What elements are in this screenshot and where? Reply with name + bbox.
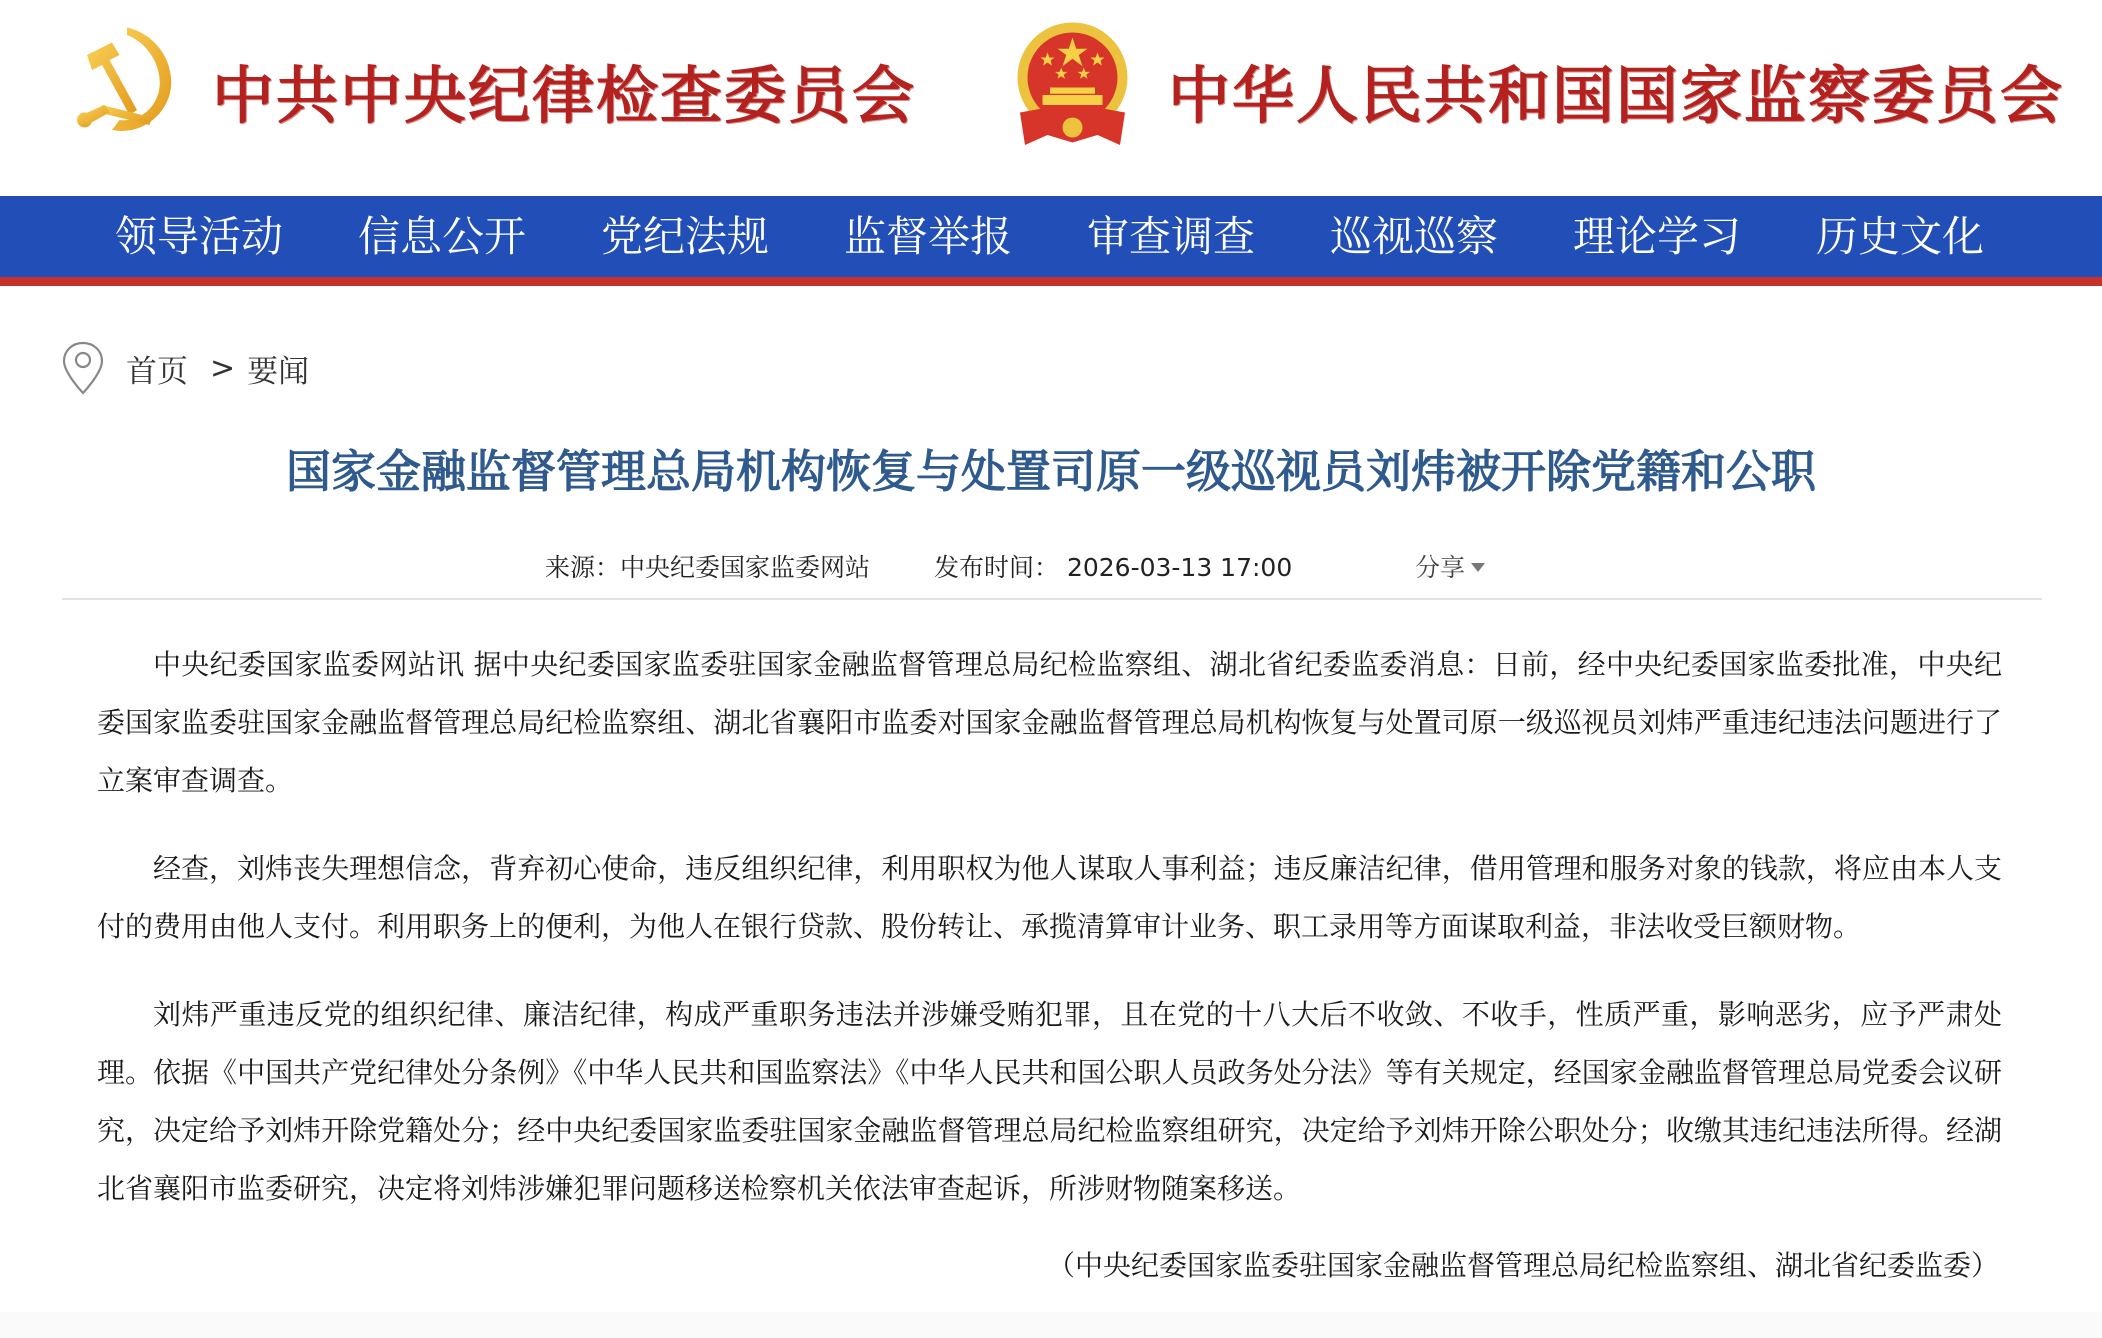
nav-red-stripe xyxy=(0,277,2102,286)
article-signature: （中央纪委国家监委驻国家金融监督管理总局纪检监察组、湖北省纪委监委） xyxy=(1046,1249,1999,1282)
article-paragraph: 经查，刘炜丧失理想信念，背弃初心使命，违反组织纪律，利用职权为他人谋取人事利益；违反廉洁纪律，借用管理和服务对象的钱款，将应由本人支付的费用由他人支付。利用职务上的便利，为他人在银行贷款、股份转让、承揽清算审计业务、职工录用等方面谋取利益，非法收受巨额财物。 xyxy=(97,852,2002,943)
nav-item-regulations[interactable]: 党纪法规 xyxy=(601,212,770,261)
article-body xyxy=(97,636,2002,1248)
share-label: 分享 xyxy=(1415,553,1466,582)
meta-divider xyxy=(62,598,2042,600)
site-header xyxy=(0,0,2102,196)
page-bottom xyxy=(0,1312,2102,1338)
breadcrumb xyxy=(60,340,309,396)
caret-down-icon xyxy=(1471,563,1485,572)
article-meta xyxy=(0,548,2102,588)
article-paragraph: 刘炜严重违反党的组织纪律、廉洁纪律，构成严重职务违法并涉嫌受贿犯罪，且在党的十八大后不收敛、不收手，性质严重，影响恶劣，应予严肃处理。依据《中国共产党纪律处分条例》《中华人民共和国监察法》《中华人民共和国公职人员政务处分法》等有关规定，经国家金融监督管理总局党委会议研究，决定给予刘炜开除党籍处分；经中央纪委国家监委驻国家金融监督管理总局纪检监察组研究，决定给予刘炜开除公职处分；收缴其违纪违法所得。经湖北省襄阳市监委研究，决定将刘炜涉嫌犯罪问题移送检察机关依法审查起诉，所涉财物随案移送。 xyxy=(97,998,2002,1205)
nav-item-reporting[interactable]: 监督举报 xyxy=(844,212,1013,261)
org-title-ccdi[interactable]: 中共中央纪律检查委员会 xyxy=(212,59,917,132)
breadcrumb-home[interactable]: 首页 xyxy=(126,353,188,390)
nav-item-investigation[interactable]: 审查调查 xyxy=(1087,212,1256,261)
article-source: 来源：中央纪委国家监委网站 xyxy=(545,553,871,582)
breadcrumb-news[interactable]: 要闻 xyxy=(247,353,310,390)
main-nav xyxy=(0,196,2102,277)
nav-item-inspection[interactable]: 巡视巡察 xyxy=(1330,212,1499,261)
national-emblem-icon[interactable] xyxy=(1010,20,1135,150)
party-emblem-icon[interactable] xyxy=(62,20,187,145)
breadcrumb-separator: > xyxy=(210,350,236,386)
share-button[interactable] xyxy=(1415,548,1485,584)
org-title-nsc[interactable]: 中华人民共和国国家监察委员会 xyxy=(1168,59,2065,132)
nav-item-theory[interactable]: 理论学习 xyxy=(1573,212,1742,261)
nav-item-leadership[interactable]: 领导活动 xyxy=(115,212,284,261)
article-paragraph: 中央纪委国家监委网站讯 据中央纪委国家监委驻国家金融监督管理总局纪检监察组、湖北省纪委监委消息：日前，经中央纪委国家监委批准，中央纪委国家监委驻国家金融监督管理总局纪检监察组、湖北省襄阳市监委对国家金融监督管理总局机构恢复与处置司原一级巡视员刘炜严重违纪违法问题进行了立案审查调查。 xyxy=(97,648,2002,797)
nav-item-history[interactable]: 历史文化 xyxy=(1816,212,1985,261)
article-title: 国家金融监督管理总局机构恢复与处置司原一级巡视员刘炜被开除党籍和公职 xyxy=(285,445,1816,498)
location-pin-icon xyxy=(60,340,106,396)
nav-item-disclosure[interactable]: 信息公开 xyxy=(358,212,527,261)
publish-time: 发布时间： 2026-03-13 17:00 xyxy=(934,553,1293,582)
